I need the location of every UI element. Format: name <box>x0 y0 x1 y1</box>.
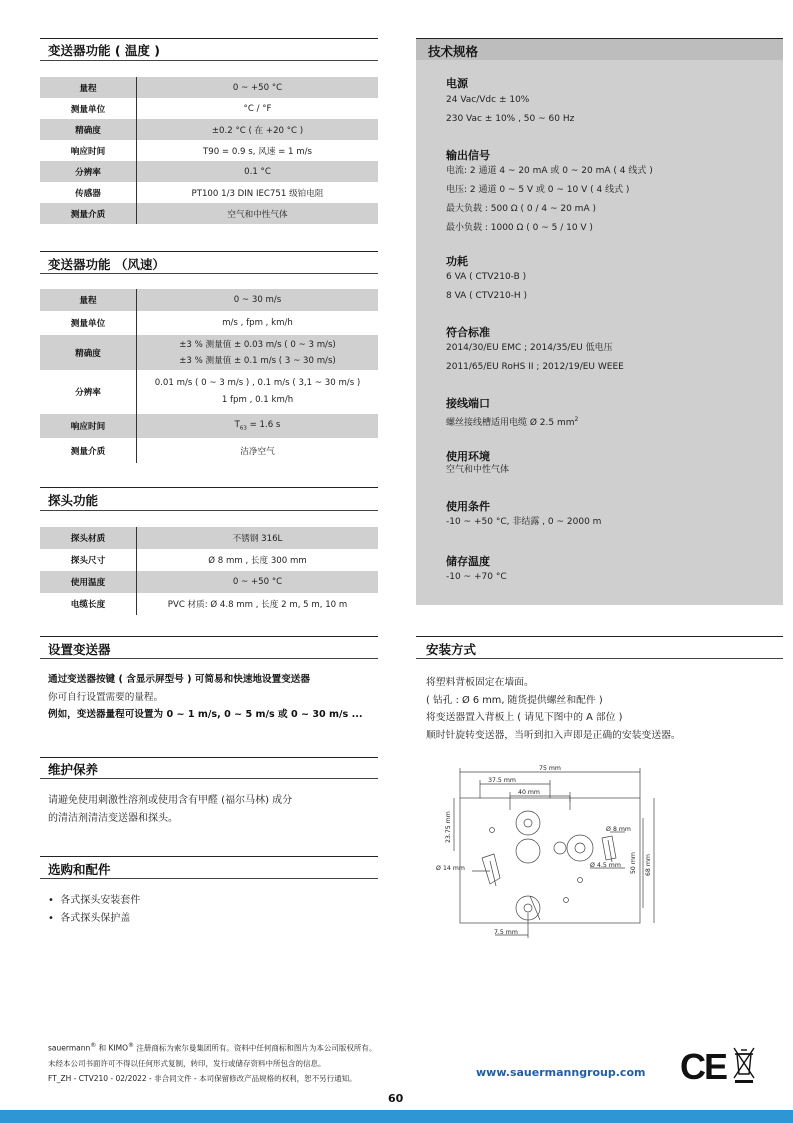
connection-value: 螺丝接线槽适用电缆 Ø 2.5 mm <box>446 418 575 428</box>
small-hole <box>490 828 495 833</box>
conditions-value: -10 ~ +50 °C, 非结露 , 0 ~ 2000 m <box>446 517 602 527</box>
tech-section-rule <box>416 38 783 39</box>
probe-section-rule <box>40 487 378 488</box>
table-row <box>40 289 378 311</box>
wind-section-title: 变送器功能 （风速） <box>48 257 165 272</box>
install-section-title: 安装方式 <box>426 642 477 657</box>
wind-title-underline <box>40 273 378 274</box>
maint-line: 的清洁剂清洁变送器和探头。 <box>48 812 178 824</box>
spec-key: 测量介质 <box>40 438 137 463</box>
spec-value-subscript: 63 <box>239 425 247 432</box>
power-value: 24 Vac/Vdc ± 10% <box>446 95 530 105</box>
output-value: 最小负载 : 1000 Ω ( 0 ~ 5 / 10 V ) <box>446 223 593 233</box>
table-row <box>40 438 378 463</box>
power-values <box>446 91 574 129</box>
spec-value: °C / °F <box>243 103 272 114</box>
maint-section-title: 维护保养 <box>48 762 99 777</box>
footer-brand-sauermann: sauermann <box>48 1043 91 1053</box>
spec-value: ±0.2 °C ( 在 +20 °C ) <box>137 119 379 140</box>
setup-section-title: 设置变送器 <box>48 642 111 657</box>
clip-a <box>482 854 500 884</box>
consumption-label: 功耗 <box>446 255 468 268</box>
maint-line: 请避免使用刺激性溶剂或使用含有甲醛 (福尔马林) 成分 <box>48 795 293 806</box>
install-line: 将变送器置入背板上 ( 请见下图中的 A 部位 ) <box>426 712 623 723</box>
temp-section-title: 变送器功能 ( 温度 ) <box>48 43 160 58</box>
footer-color-bar <box>0 1110 793 1123</box>
spec-key: 探头尺寸 <box>40 549 137 571</box>
setup-line: 通过变送器按键 ( 含显示屏型号 ) 可简易和快速地设置变送器 <box>48 674 310 685</box>
ce-mark: CE <box>680 1046 727 1087</box>
install-title-underline <box>416 658 783 659</box>
table-row <box>40 549 378 571</box>
spec-value: 1 fpm , 0.1 km/h <box>221 395 294 405</box>
maint-title-underline <box>40 778 378 779</box>
spec-key: 传感器 <box>40 182 137 203</box>
mount-hole <box>567 835 593 861</box>
install-line: 将塑料背板固定在墙面。 <box>426 677 534 688</box>
setup-line: 你可自行设置需要的量程。 <box>48 691 164 703</box>
acc-title-underline <box>40 878 378 879</box>
spec-key: 精确度 <box>40 335 137 370</box>
spec-value: m/s , fpm , km/h <box>222 318 293 328</box>
list-item: • 各式探头保护盖 <box>48 912 131 924</box>
dim-phi-14-symbol: Ø <box>436 865 441 872</box>
dim-8: 8 mm <box>613 826 631 833</box>
consumption-value: 6 VA ( CTV210-B ) <box>446 272 527 282</box>
standards-value: 2014/30/EU EMC ; 2014/35/EU 低电压 <box>446 343 613 353</box>
spec-key: 电缆长度 <box>40 593 137 615</box>
dim-68: 68 mm <box>645 854 652 876</box>
spec-key: 使用温度 <box>40 571 137 593</box>
footer-reg-mark: ® <box>128 1042 135 1049</box>
spec-key: 分辨率 <box>40 161 137 182</box>
table-row <box>40 203 378 224</box>
dim-14: 14 mm <box>443 865 465 872</box>
probe-section-title: 探头功能 <box>48 493 99 508</box>
spec-value: 0.01 m/s ( 0 ~ 3 m/s ) , 0.1 m/s ( 3,1 ~ 30 m/s ) <box>154 378 361 388</box>
table-row <box>40 593 378 615</box>
temp-section-rule <box>40 38 378 39</box>
maint-section-rule <box>40 757 378 758</box>
dim-50: 50 mm <box>630 852 637 874</box>
table-row <box>40 98 378 119</box>
connection-sup: 2 <box>574 416 579 423</box>
acc-section-rule <box>40 856 378 857</box>
spec-key: 量程 <box>40 77 137 98</box>
small-hole <box>564 898 569 903</box>
power-label: 电源 <box>446 77 468 90</box>
wind-section-rule <box>40 251 378 252</box>
spec-value: 0 ~ +50 °C <box>137 77 379 98</box>
spec-value: PT100 1/3 DIN IEC751 级铂电阻 <box>191 188 324 199</box>
table-row <box>40 119 378 140</box>
mount-hole-inner <box>524 819 532 827</box>
mount-hole <box>516 811 540 835</box>
mounting-diagram <box>430 758 670 943</box>
spec-value: = 1.6 s <box>246 420 281 431</box>
spec-key: 精确度 <box>40 119 137 140</box>
spec-key: 量程 <box>40 289 137 311</box>
spec-value: 0 ~ +50 °C <box>137 571 379 593</box>
spec-key: 响应时间 <box>40 140 137 161</box>
spec-key: 测量单位 <box>40 98 137 119</box>
dim-75: 75 mm <box>539 765 561 772</box>
mount-hole <box>516 839 540 863</box>
probe-spec-table <box>40 527 378 615</box>
footer-brand-kimo: 和 KIMO <box>96 1043 129 1053</box>
install-text <box>426 674 681 744</box>
table-row <box>40 140 378 161</box>
dim-23-75: 23.75 mm <box>445 811 452 843</box>
setup-title-underline <box>40 658 378 659</box>
output-value: 最大负载 : 500 Ω ( 0 / 4 ~ 20 mA ) <box>446 204 596 214</box>
standards-value: 2011/65/EU RoHS II ; 2012/19/EU WEEE <box>446 362 624 372</box>
install-line: 顺时针旋转变送器，当听到扣入声即是正确的安装变送器。 <box>426 729 681 741</box>
maint-text <box>48 792 292 827</box>
connection-label: 接线端口 <box>446 397 490 410</box>
list-item-label: 各式探头安装套件 <box>60 895 141 906</box>
list-item: • 各式探头安装套件 <box>48 895 141 906</box>
dim-7-5: 7.5 mm <box>494 929 518 936</box>
footer-reg-mark: ® <box>90 1042 97 1049</box>
output-values <box>446 162 653 238</box>
environment-value: 空气和中性气体 <box>446 465 510 475</box>
small-hole <box>578 878 583 883</box>
environment-label: 使用环境 <box>446 450 490 463</box>
table-row <box>40 161 378 182</box>
spec-value: T90 = 0.9 s, 风速 = 1 m/s <box>203 146 312 157</box>
spec-value: T <box>234 420 240 431</box>
output-label: 输出信号 <box>446 149 490 162</box>
temp-spec-table <box>40 77 378 224</box>
list-item-label: 各式探头保护盖 <box>60 912 131 924</box>
install-section-rule <box>416 636 783 637</box>
conditions-label: 使用条件 <box>446 500 490 513</box>
footer-text <box>48 1038 376 1086</box>
back-plate <box>460 798 640 923</box>
spec-key: 测量单位 <box>40 311 137 335</box>
power-value: 230 Vac ± 10% , 50 ~ 60 Hz <box>446 114 575 124</box>
footer-line-1 <box>48 1038 376 1056</box>
mount-hole-inner <box>575 843 585 853</box>
standards-label: 符合标准 <box>446 326 490 339</box>
dim-phi-4-5-symbol: Ø <box>590 862 595 869</box>
spec-key: 探头材质 <box>40 527 137 549</box>
page-number: 60 <box>388 1092 404 1105</box>
footer-line-1-tail: 注册商标为索尔曼集团所有。资料中任何商标和图片为本公司版权所有。 <box>134 1043 377 1053</box>
spec-value: ±3 % 测量值 ± 0.03 m/s ( 0 ~ 3 m/s) <box>179 339 336 350</box>
footer-line-3: FT_ZH - CTV210 - 02/2022 - 非合同文件 - 本司保留修改产品规格的权利，恕不另行通知。 <box>48 1073 357 1083</box>
table-row <box>40 311 378 335</box>
install-line: ( 钻孔 : Ø 6 mm, 随货提供螺丝和配件 ) <box>426 694 603 706</box>
footer-line-2: 未经本公司书面许可不得以任何形式复制，转印，发行或储存资料中所包含的信息。 <box>48 1058 326 1068</box>
spec-value: 空气和中性气体 <box>137 203 379 224</box>
spec-value: ±3 % 测量值 ± 0.1 m/s ( 3 ~ 30 m/s) <box>179 355 336 366</box>
mount-hole <box>554 842 566 854</box>
acc-section-title: 选购和配件 <box>48 862 111 877</box>
website-link[interactable]: www.sauermanngroup.com <box>476 1066 646 1079</box>
weee-bin-icon <box>731 1046 757 1084</box>
setup-line: 例如，变送器量程可设置为 0 ~ 1 m/s, 0 ~ 5 m/s 或 0 ~ 30 m/s ... <box>48 709 363 720</box>
table-row <box>40 414 378 438</box>
standards-values <box>446 339 624 377</box>
spec-value: 0.1 °C <box>137 161 379 182</box>
wind-spec-table <box>40 289 378 463</box>
connection-value-wrap <box>446 410 578 433</box>
consumption-values <box>446 268 527 306</box>
table-row <box>40 370 378 414</box>
setup-section-rule <box>40 636 378 637</box>
table-row <box>40 335 378 370</box>
storage-label: 储存温度 <box>446 555 490 568</box>
spec-value: 不锈钢 316L <box>137 527 379 549</box>
spec-value: Ø 8 mm , 长度 300 mm <box>208 556 307 566</box>
spec-value: PVC 材质: Ø 4.8 mm , 长度 2 m, 5 m, 10 m <box>167 600 348 610</box>
table-row <box>40 182 378 203</box>
acc-list <box>48 892 140 927</box>
spec-value: 洁净空气 <box>240 446 275 457</box>
dim-4-5: 4.5 mm <box>597 862 621 869</box>
temp-title-underline <box>40 60 378 61</box>
table-row <box>40 571 378 593</box>
dim-40: 40 mm <box>518 789 540 796</box>
spec-key: 分辨率 <box>40 370 137 414</box>
tech-section-title: 技术规格 <box>428 44 479 59</box>
output-value: 电压: 2 通道 0 ~ 5 V 或 0 ~ 10 V ( 4 线式 ) <box>446 185 630 195</box>
spec-value: 0 ~ 30 m/s <box>137 289 379 311</box>
clip-b <box>602 836 616 860</box>
mount-hole-inner <box>524 904 532 912</box>
table-row <box>40 77 378 98</box>
storage-value: -10 ~ +70 °C <box>446 572 507 582</box>
output-value: 电流: 2 通道 4 ~ 20 mA 或 0 ~ 20 mA ( 4 线式 ) <box>446 166 653 176</box>
probe-title-underline <box>40 510 378 511</box>
spec-key: 测量介质 <box>40 203 137 224</box>
spec-key: 响应时间 <box>40 414 137 438</box>
consumption-value: 8 VA ( CTV210-H ) <box>446 291 528 301</box>
table-row <box>40 527 378 549</box>
dim-37-5: 37.5 mm <box>488 777 516 784</box>
dim-phi-8-symbol: Ø <box>606 826 611 833</box>
setup-text <box>48 671 363 724</box>
